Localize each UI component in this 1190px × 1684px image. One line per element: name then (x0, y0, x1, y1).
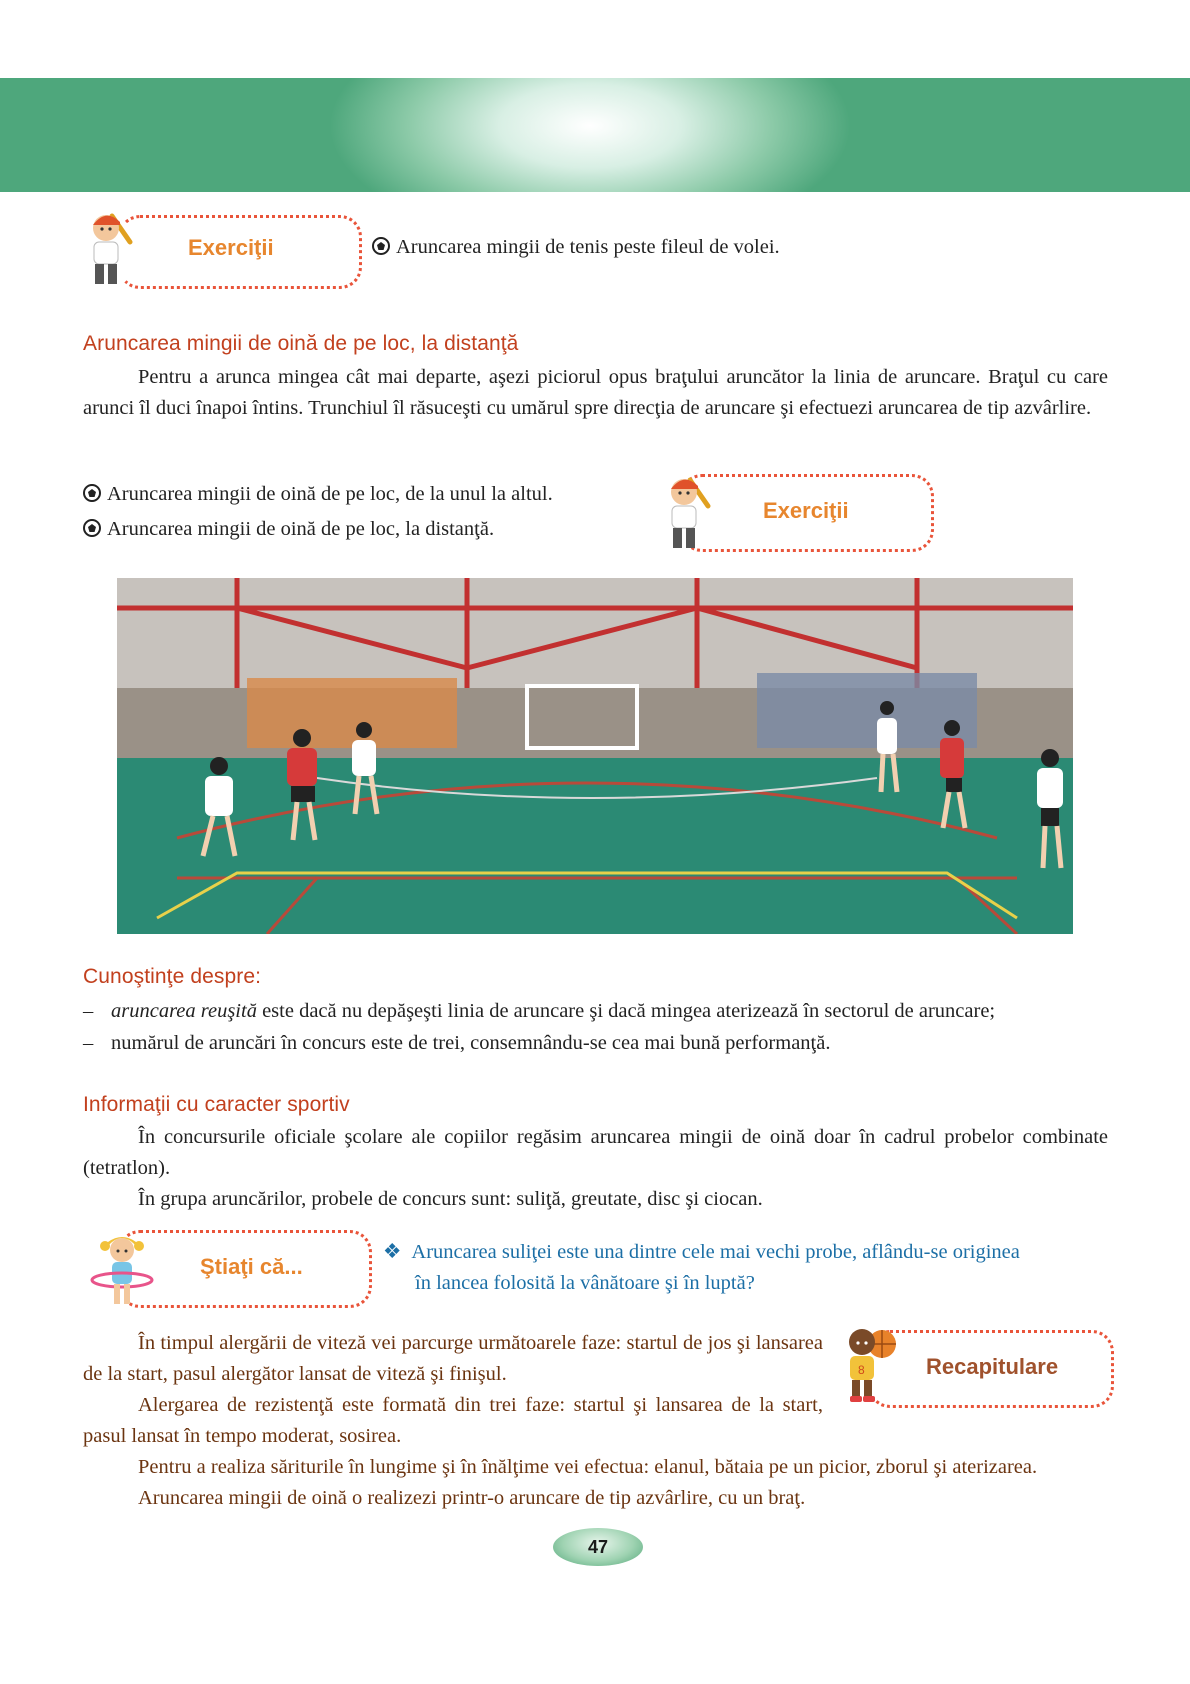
section1-heading: Aruncarea mingii de oină de pe loc, la distanţă (83, 332, 519, 355)
svg-text:8: 8 (858, 1363, 865, 1377)
soccer-ball-icon (83, 519, 101, 537)
diamond-bullet-icon: ❖ (383, 1241, 402, 1263)
recap-paragraph-4 (138, 1483, 805, 1514)
gym-photo (117, 578, 1073, 934)
section3-heading: Informaţii cu caracter sportiv (83, 1093, 350, 1116)
girl-with-hoop-icon (90, 1232, 154, 1310)
recap-paragraph-3 (138, 1452, 1037, 1483)
section1-paragraph-text: Pentru a arunca mingea cât mai departe, aşezi piciorul opus braţului aruncător la linia de aruncare. Braţul cu care arunci îl duci înapoi întins. Trunchiul îl răsuceşti cu umărul spre direcţia de aruncare şi efectuezi aruncarea de tip azvârlire. (83, 366, 1108, 419)
recap-text-2: Alergarea de rezistenţă este formată din trei faze: startul şi lansarea de la start, pasul lansat în tempo moderat, sosirea. (83, 1394, 823, 1447)
list-dash: – (83, 1000, 94, 1022)
boy-with-basketball-icon (836, 1322, 900, 1406)
exercise-mid-text-1: Aruncarea mingii de oină de pe loc, de la unul la altul. (107, 483, 553, 505)
header-banner (0, 78, 1190, 192)
list-dash: – (83, 1032, 94, 1054)
section2-heading: Cunoştinţe despre: (83, 965, 262, 988)
recapitulare-label: Recapitulare (926, 1354, 1059, 1379)
stiati-ca-text (383, 1237, 1113, 1299)
section3-paragraph-1 (83, 1122, 1108, 1184)
soccer-ball-icon (372, 237, 390, 255)
section1-paragraph (83, 362, 1108, 424)
knowledge-text-2: numărul de aruncări în concurs este de trei, consemnându-se cea mai bună performanţă. (111, 1032, 831, 1054)
section3-text-1: În concursurile oficiale şcolare ale copiilor regăsim aruncarea mingii de oină doar în cadrul probelor combinate (tetratlon). (83, 1126, 1108, 1179)
recap-text-3: Pentru a realiza săriturile în lungime şi în înălţime vei efectua: elanul, bătaia pe un picior, zborul şi aterizarea. (138, 1456, 1038, 1478)
stiati-line-1: Aruncarea suliţei este una dintre cele mai vechi probe, aflându-se originea (411, 1241, 1020, 1263)
exercise-mid-text-2: Aruncarea mingii de oină de pe loc, la distanţă. (107, 518, 495, 540)
recap-text-4: Aruncarea mingii de oină o realizezi printr-o aruncare de tip azvârlire, cu un braţ. (138, 1487, 806, 1509)
recap-text-1: În timpul alergării de viteză vei parcurge următoarele faze: startul de jos şi lansarea de la start, pasul alergător lansat de viteză şi finişul. (83, 1332, 823, 1385)
soccer-ball-icon (83, 484, 101, 502)
knowledge-emphasis: aruncarea reuşită (111, 1000, 257, 1022)
exercise-mid-item-1 (83, 479, 553, 510)
stiati-line-2: în lancea folosită la vânătoare şi în luptă? (415, 1272, 755, 1294)
recap-paragraph-1 (83, 1328, 823, 1390)
exercitii-label-top: Exerciţii (188, 235, 274, 260)
boy-with-bat-icon (660, 472, 716, 554)
boy-with-bat-icon (82, 208, 138, 290)
recap-paragraph-2 (83, 1390, 823, 1452)
page-number: 47 (553, 1528, 643, 1566)
knowledge-item-2 (83, 1028, 1113, 1059)
exercise-top-item (372, 234, 780, 260)
section3-paragraph-2 (138, 1184, 763, 1215)
exercitii-label-mid: Exerciţii (763, 498, 849, 523)
section3-text-2: În grupa aruncărilor, probele de concurs sunt: suliţă, greutate, disc şi ciocan. (138, 1188, 763, 1210)
knowledge-item-1 (83, 996, 1113, 1027)
stiati-ca-label: Ştiaţi că... (200, 1254, 303, 1279)
exercise-top-text: Aruncarea mingii de tenis peste fileul de volei. (396, 236, 780, 258)
knowledge-text-1: este dacă nu depăşeşti linia de aruncare şi dacă mingea aterizează în sectorul de aruncare; (256, 1000, 996, 1022)
exercise-mid-item-2 (83, 514, 494, 545)
